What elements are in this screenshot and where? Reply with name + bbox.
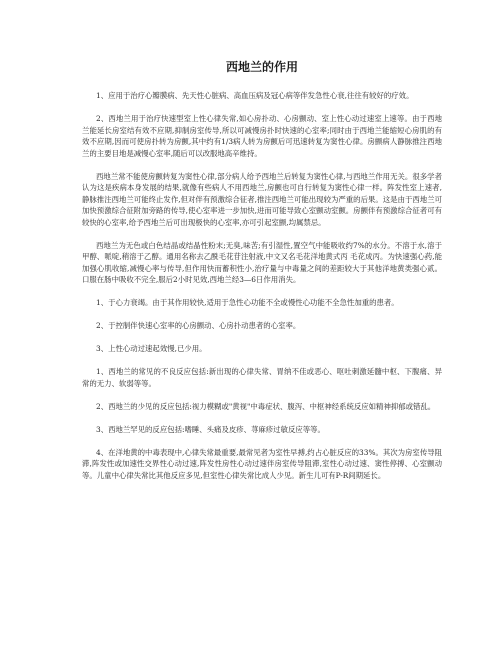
paragraph-indication-1: 1、应用于治疗心瓣膜病、先天性心脏病、高血压病及冠心病等伴发急性心衰,往往有较好的疗效。 bbox=[96, 91, 414, 100]
document-title: 西地兰的作用 bbox=[225, 60, 298, 74]
paragraph-adverse-rare: 3、西地兰罕见的反应包括:嗜睡、头痛及皮疹、荨麻疹过敏反应等等。 bbox=[96, 424, 325, 434]
paragraph-toxicity: 4、在洋地黄的中毒表现中,心律失常最重要,最常见者为室性早搏,约占心脏反应的33%。其次为房室传导阻滞,阵发性或加速性交界性心动过速,阵发性房性心动过速伴房室传导阻滞,室性心动过速、窦性停搏、心室颤动等。儿童中心律失常比其他反应多见,但室性心律失常比成人少见。新生儿可有P-R间期延长。 bbox=[82, 447, 442, 480]
paragraph-atrial-fibrillation: 西地兰常不能使房颤转复为窦性心律,部分病人给予西地兰后转复为窦性心律,与西地兰作用无关。很多学者认为这是疾病本身发展的结果,就像有些病人不用西地兰,房颤也可自行转复为窦性心律一样。阵发性室上速者,静脉推注西地兰可能终止发作,但对伴有预激综合征者,推注西地兰可能出现较为严重的后果。这是由于西地兰可加快预激综合征附加旁路的传导,使心室率进一步加快,进而可能导致心室颤动室颤。房颤伴有预激综合征者可有较快的心室率,给予西地兰后可出现极快的心室率,亦可引起室颤,均属禁忌。 bbox=[82, 171, 442, 227]
paragraph-indication-2: 2、西地兰用于治疗快速型室上性心律失常,如心房扑动、心房颤动、室上性心动过速室上速等。由于西地兰能延长房室结有效不应期,抑制房室传导,所以可减慢房扑时快速的心室率;同时由于西地兰能缩短心房肌的有效不应期,因而可使房扑转为房颤,其中约有1/3病人转为房颤后可迅速转复为窦性心律。房颤病人静脉推注西地兰的主要目地是减慢心室率,随后可以改服地高辛维持。 bbox=[82, 114, 442, 158]
paragraph-usage-3: 3、上性心动过速起效慢,已少用。 bbox=[96, 344, 207, 353]
paragraph-adverse-uncommon: 2、西地兰的少见的反应包括:视力模糊或"黄视"中毒症状、腹泻、中枢神经系统反应如精神抑郁或错乱。 bbox=[96, 401, 436, 411]
paragraph-properties: 西地兰为无色或白色结晶或结晶性粉末;无臭,味苦;有引湿性,置空气中能吸收约7%的水分。不溶于水,溶于甲醇、哌啶,稍溶于乙醇。通用名称去乙酰毛花苷注射液,中文又名毛花洋地黄式丙 毛花成丙。为快速强心药,能加强心肌收缩,减慢心率与传导,但作用快而蓄积性小,治疗量与中毒量之间的差距较大于其他洋地黄类强心贰。口服在肠中吸收不完全,服后2小时见效,西地兰经3—6日作用消失。 bbox=[82, 240, 442, 284]
paragraph-usage-2: 2、于控制伴快速心室率的心房颤动、心房扑动患者的心室率。 bbox=[96, 321, 301, 330]
paragraph-usage-1: 1、于心力衰竭。由于其作用较快,适用于急性心功能不全或慢性心功能不全急性加重的患者。 bbox=[96, 298, 399, 307]
paragraph-adverse-common: 1、西地兰的常见的不良反应包括:新出现的心律失常、胃纳不佳或恶心、呕吐刺激延髓中枢、下腹痛、异常的无力、软弱等等。 bbox=[82, 367, 442, 388]
